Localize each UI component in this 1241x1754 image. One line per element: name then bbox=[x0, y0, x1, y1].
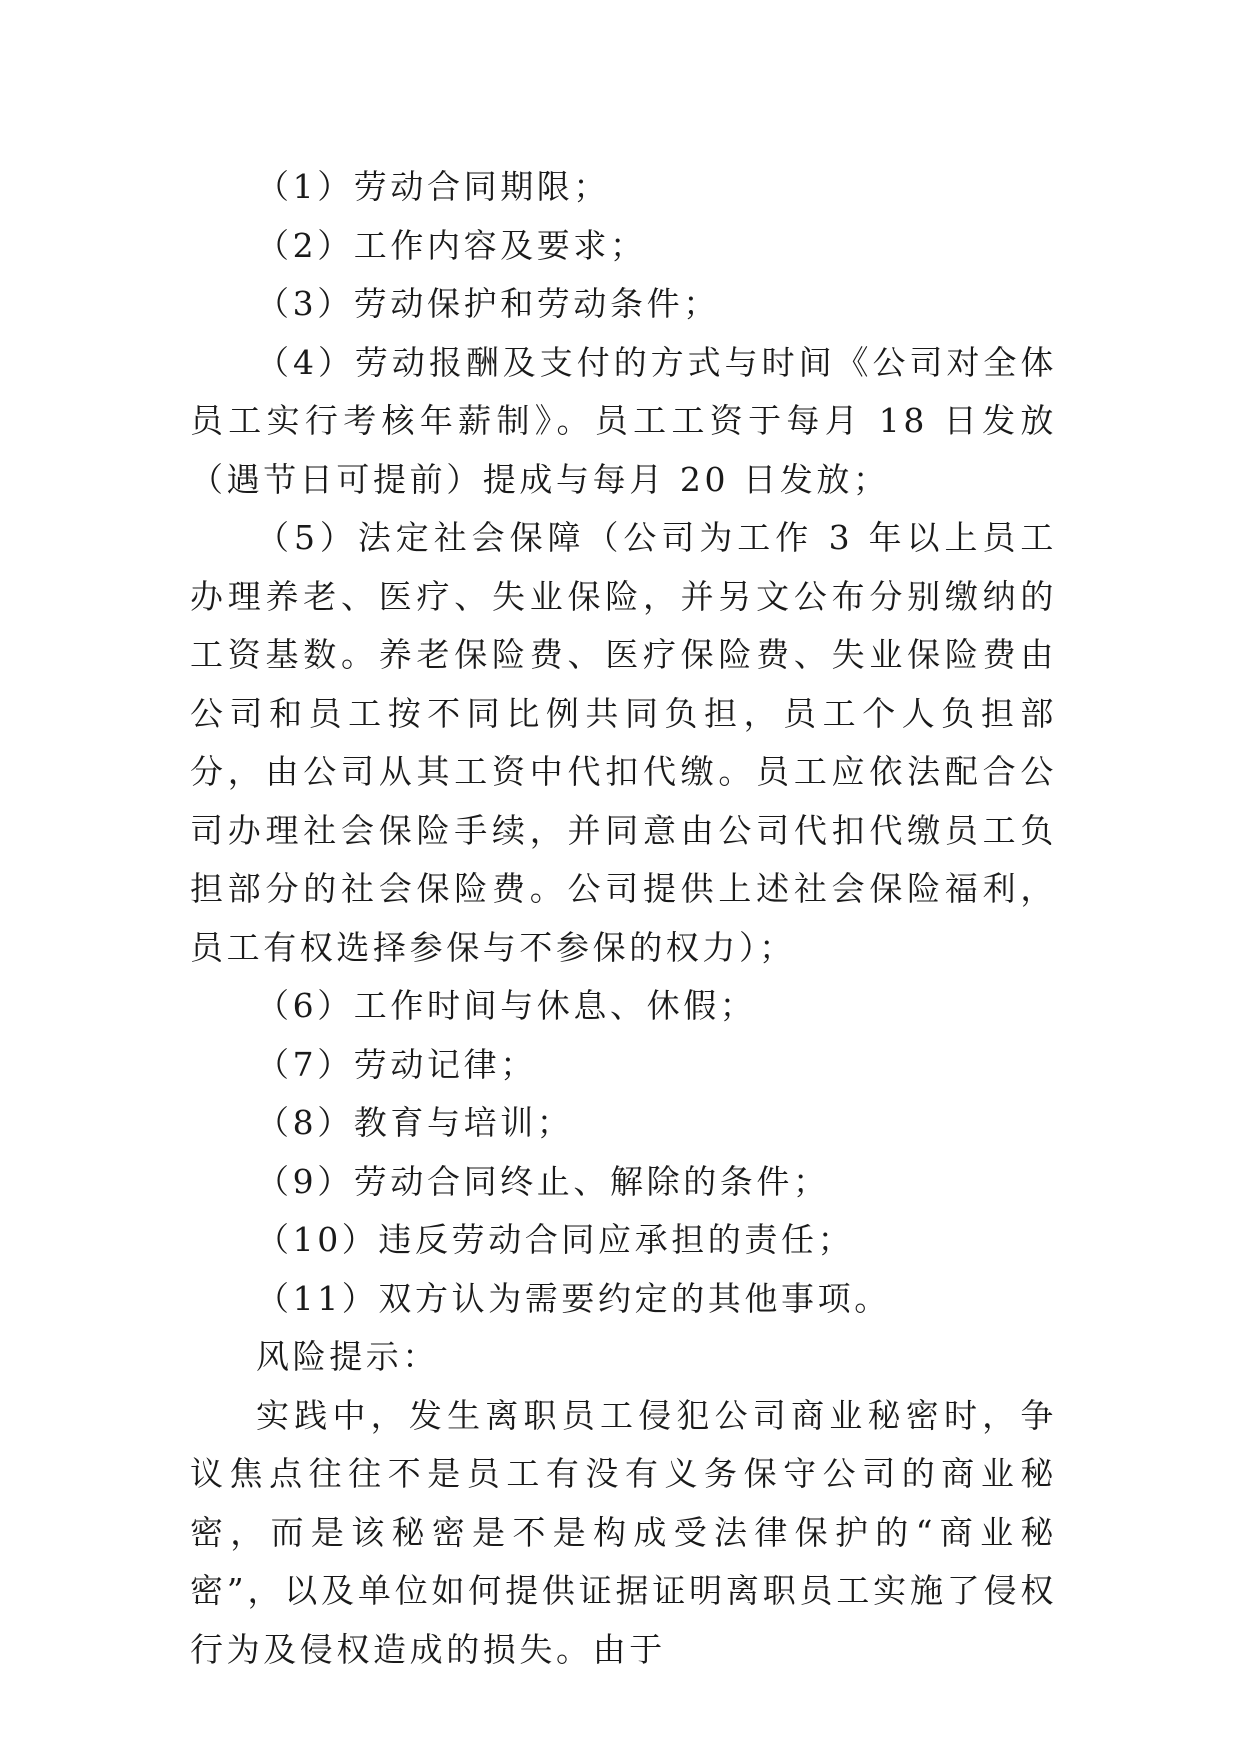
contract-item-labor-protection: （3）劳动保护和劳动条件； bbox=[256, 284, 720, 323]
risk-warning-body: 实践中，发生离职员工侵犯公司商业秘密时，争议焦点往往不是员工有没有义务保守公司的商业秘密，而是该秘密是不是构成受法律保护的“商业秘密”，以及单位如何提供证据证明离职员工实施了侵权行为及侵权造成的损失。由于 bbox=[190, 1395, 1057, 1669]
contract-item-term: （1）劳动合同期限； bbox=[256, 167, 610, 206]
contract-item-training: （8）教育与培训； bbox=[256, 1103, 574, 1142]
contract-item-labor-discipline: （7）劳动记律； bbox=[256, 1044, 537, 1084]
contract-item-working-hours: （6）工作时间与休息、休假； bbox=[256, 986, 757, 1025]
contract-item-job-content: （2）工作内容及要求； bbox=[256, 225, 647, 265]
contract-item-other-matters: （11）双方认为需要约定的其他事项。 bbox=[256, 1278, 891, 1318]
contract-item-remuneration: （4）劳动报酬及支付的方式与时间《公司对全体员工实行考核年薪制》。员工工资于每月 18 日发放（遇节日可提前）提成与每月 20 日发放； bbox=[190, 342, 1057, 499]
risk-warning-heading: 风险提示： bbox=[256, 1337, 439, 1376]
contract-item-liability: （10）违反劳动合同应承担的责任； bbox=[256, 1220, 855, 1259]
contract-item-termination: （9）劳动合同终止、解除的条件； bbox=[256, 1161, 830, 1201]
contract-item-social-security: （5）法定社会保障（公司为工作 3 年以上员工办理养老、医疗、失业保险，并另文公布分别缴纳的工资基数。养老保险费、医疗保险费、失业保险费由公司和员工按不同比例共同负担，员工个人负担部分，由公司从其工资中代扣代缴。员工应依法配合公司办理社会保险手续，并同意由公司代扣代缴员工负担部分的社会保险费。公司提供上述社会保险福利，员工有权选择参保与不参保的权力）； bbox=[190, 518, 1057, 967]
document-body bbox=[190, 158, 1057, 1679]
